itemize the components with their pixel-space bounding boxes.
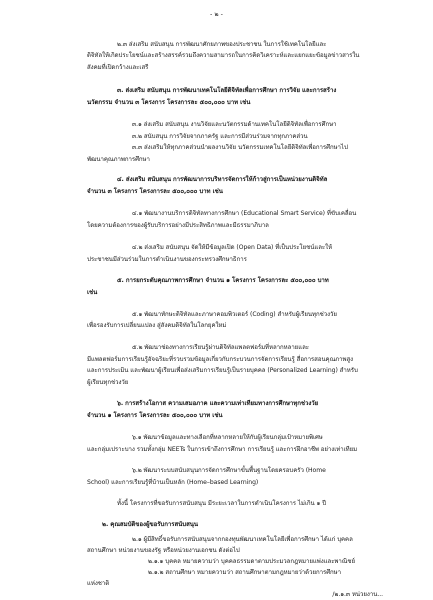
page-number: - ๒ - <box>210 10 223 18</box>
section-heading: นวัตกรรม จำนวน ๓ โครงการ โครงการละ ๕๐๐,๐๐๐ บาท เช่น <box>87 99 251 106</box>
text-line: ๓.๓ ส่งเสริมให้ทุกภาคส่วนนำผลงานวิจัย นวัตกรรมเทคโนโลยีดิจิทัลเพื่อการศึกษาไป <box>132 144 348 151</box>
text-line: มีแพลตฟอร์มการเรียนรู้อัจฉริยะที่รวบรวมข้อมูลเกี่ยวกับกระบวนการจัดการเรียนรู้ สื่อการสอนคุณภาพสูง <box>87 356 354 363</box>
section-heading: ๓. ส่งเสริม สนับสนุน การพัฒนาเทคโนโลยีดิจิทัลเพื่อการศึกษา การวิจัย และการสร้าง <box>117 87 337 94</box>
text-line: ๒.๑.๒ สถานศึกษา หมายความว่า สถานศึกษาตามกฎหมายว่าด้วยการศึกษา <box>148 569 342 576</box>
text-line: พัฒนาคุณภาพการศึกษา <box>87 156 150 163</box>
text-line: ๔.๒ ส่งเสริม สนับสนุน จัดให้มีข้อมูลเปิด (Open Data) ที่เป็นประโยชน์และให้ <box>132 244 333 251</box>
text-line: ผู้เรียนทุกช่วงวัย <box>87 379 129 386</box>
text-line: และการประเมิน และพัฒนาผู้เรียนเพื่อส่งเสริมการเรียนรู้เป็นรายบุคคล (Personalized Learning) สำหรับ <box>87 367 358 374</box>
text-line: ๖.๒ พัฒนาระบบสนับสนุนการจัดการศึกษาขั้นพื้นฐานโดยครอบครัว (Home <box>132 467 326 474</box>
section-heading: เช่น <box>87 289 98 296</box>
text-line: ๒.๑.๑ บุคคล หมายความว่า บุคคลธรรมดาตามประมวลกฎหมายแพ่งและพาณิชย์ <box>148 558 355 565</box>
text-line: ดิจิทัลให้เกิดประโยชน์และสร้างสรรค์รวมถึงความสามารถในการคิดวิเคราะห์และแยกแยะข้อมูลข่าวสารใน <box>87 52 360 59</box>
text-line: แห่งชาติ <box>87 580 110 587</box>
text-line: เพื่อรองรับการเปลี่ยนแปลง สู่สังคมดิจิทัลในโลกยุคใหม่ <box>87 322 227 329</box>
section-heading: ๖. การสร้างโอกาส ความเสมอภาค และความเท่าเทียมทางการศึกษาทุกช่วงวัย <box>117 400 319 407</box>
text-line: School) และการเรียนรู้ที่บ้านเป็นหลัก (Home–based Learning) <box>87 479 259 486</box>
text-line: ๓.๒ สนับสนุน การวิจัยจากภาครัฐ และการมีส่วนร่วมจากทุกภาคส่วน <box>132 133 308 140</box>
text-line: สถานศึกษา หน่วยงานของรัฐ หรือหน่วยงานเอกชน ดังต่อไป <box>87 547 240 554</box>
section-heading: ๕. การยกระดับคุณภาพการศึกษา จำนวน ๑ โครงการ โครงการละ ๕๐๐,๐๐๐ บาท <box>117 277 329 284</box>
section-heading: จำนวน ๓ โครงการ โครงการละ ๕๐๐,๐๐๐ บาท เช่น <box>87 188 223 195</box>
continuation-text: /๒.๑.๓ หน่วยงาน... <box>332 591 383 598</box>
text-line: ประชาชนมีส่วนร่วมในการดำเนินงานของกระทรวงศึกษาธิการ <box>87 256 247 263</box>
text-line: และกลุ่มเปราะบาง รวมทั้งกลุ่ม NEETs ในการเข้าถึงการศึกษา การเรียนรู้ และการฝึกอาชีพ อย่างเท่าเทียม <box>87 446 358 453</box>
section-heading: จำนวน ๑ โครงการ โครงการละ ๕๐๐,๐๐๐ บาท เช่น <box>87 412 223 419</box>
text-line: ๒.๓ ส่งเสริม สนับสนุน การพัฒนาศักยภาพของประชาชน ในการใช้เทคโนโลยีและ <box>117 41 327 48</box>
text-line: ๕.๑ พัฒนาทักษะดิจิทัลและภาษาคอมพิวเตอร์ (Coding) สำหรับผู้เรียนทุกช่วงวัย <box>132 311 337 318</box>
text-line: ๖.๑ พัฒนาข้อมูลและทางเลือกที่หลากหลายให้กับผู้เรียนกลุ่มเป้าหมายพิเศษ <box>132 434 323 441</box>
section-heading: ๒. คุณสมบัติของผู้ขอรับการสนับสนุน <box>102 521 198 528</box>
text-line: ทั้งนี้ โครงการที่ขอรับการสนับสนุน มีระยะเวลาในการดำเนินโครงการ ไม่เกิน ๑ ปี <box>117 500 327 507</box>
text-line: ๓.๑ ส่งเสริม สนับสนุน งานวิจัยและนวัตกรรมด้านเทคโนโลยีดิจิทัลเพื่อการศึกษา <box>132 121 337 128</box>
section-heading: ๔. ส่งเสริม สนับสนุน การพัฒนาการบริหารจัดการให้ก้าวสู่การเป็นหน่วยงานดิจิทัล <box>117 176 328 183</box>
text-line: โดยความต้องการของผู้รับบริการอย่างมีประสิทธิภาพและมีธรรมาภิบาล <box>87 222 269 229</box>
text-line: ๒.๑ ผู้มีสิทธิ์ขอรับการสนับสนุนจากกองทุนพัฒนาเทคโนโลยีเพื่อการศึกษา ได้แก่ บุคคล <box>132 536 353 543</box>
text-line: ๕.๒ พัฒนาช่องทางการเรียนรู้ผ่านดิจิทัลแพลตฟอร์มที่หลากหลายและ <box>132 344 309 351</box>
text-line: ๔.๑ พัฒนางานบริการดิจิทัลทางการศึกษา (Educational Smart Service) ที่ขับเคลื่อน <box>132 210 357 217</box>
text-line: สังคมที่เปิดกว้างและเสรี <box>87 64 149 71</box>
